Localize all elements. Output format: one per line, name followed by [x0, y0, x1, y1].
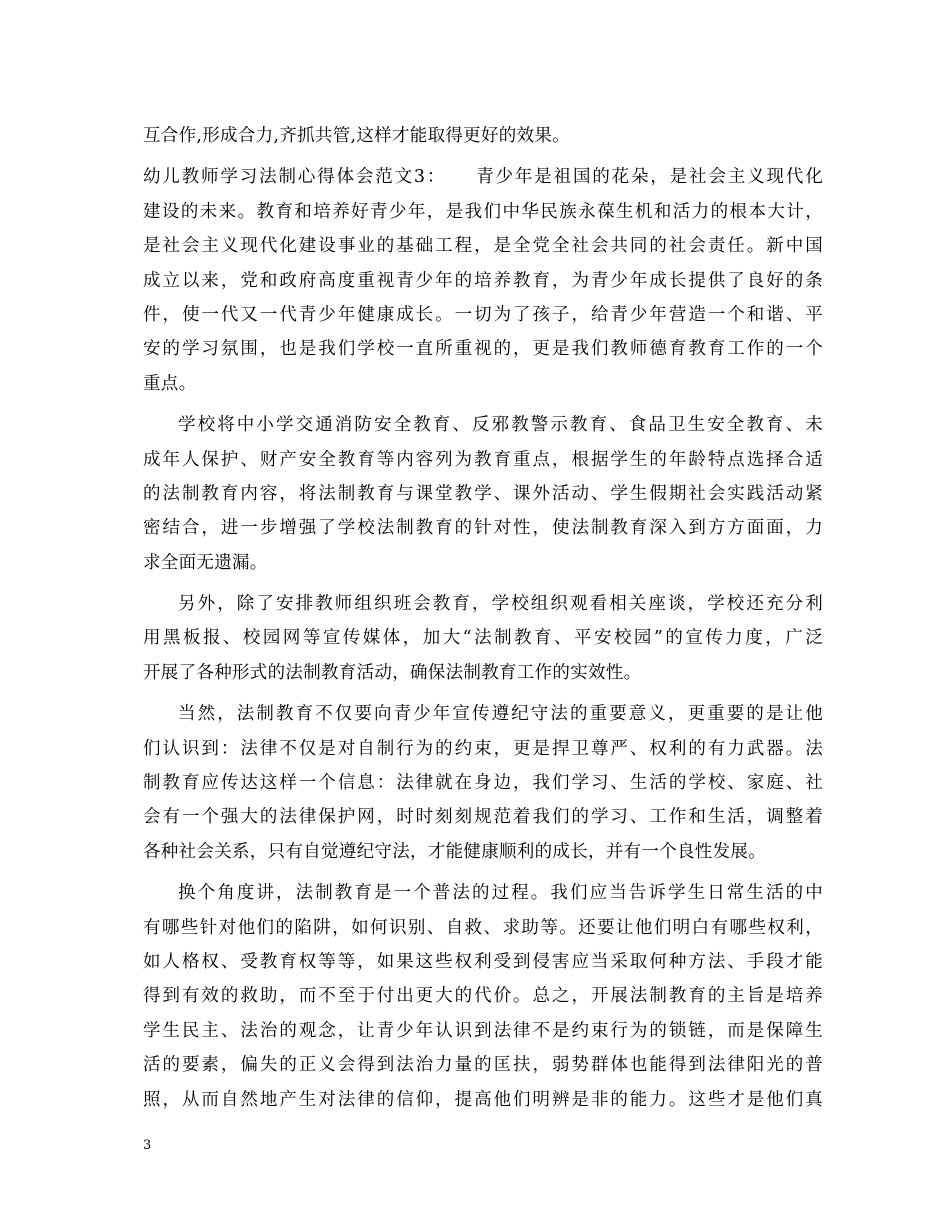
text-line: 密结合，进一步增强了学校法制教育的针对性，使法制教育深入到方方面面，力: [143, 518, 823, 539]
text-line: 件，使一代又一代青少年健康成长。一切为了孩子，给青少年营造一个和谐、平: [143, 304, 823, 325]
text-line: 学生民主、法治的观念，让青少年认识到法律不是约束行为的锁链，而是保障生: [143, 1020, 823, 1041]
text-line: 求全面无遗漏。: [143, 552, 268, 573]
text-line: 重点。: [143, 373, 197, 394]
text-line: 成年人保护、财产安全教育等内容列为教育重点，根据学生的年龄特点选择合适: [143, 449, 823, 470]
text-line: 活的要素，偏失的正义会得到法治力量的匡扶，弱势群体也能得到法律阳光的普: [143, 1055, 823, 1076]
text-line: 制教育应传达这样一个信息：法律就在身边，我们学习、生活的学校、家庭、社: [143, 773, 823, 794]
text-line: 开展了各种形式的法制教育活动，确保法制教育工作的实效性。: [143, 662, 642, 683]
text-line: 换个角度讲，法制教育是一个普法的过程。我们应当告诉学生日常生活的中: [178, 883, 823, 904]
text-line: 当然，法制教育不仅要向青少年宣传遵纪守法的重要意义，更重要的是让他: [178, 704, 823, 725]
text-line: 的法制教育内容，将法制教育与课堂教学、课外活动、学生假期社会实践活动紧: [143, 483, 823, 504]
text-line: 另外，除了安排教师组织班会教育，学校组织观看相关座谈，学校还充分利: [178, 594, 823, 615]
text-line: 各种社会关系，只有自觉遵纪守法，才能健康顺利的成长，并有一个良性发展。: [143, 841, 766, 862]
text-line: 会有一个强大的法律保护网，时时刻刻规范着我们的学习、工作和生活，调整着: [143, 807, 823, 828]
text-line: 有哪些针对他们的陷阱，如何识别、自救、求助等。还要让他们明白有哪些权利，: [143, 917, 823, 938]
text-line: 成立以来，党和政府高度重视青少年的培养教育，为青少年成长提供了良好的条: [143, 270, 823, 291]
text-line: 建设的未来。教育和培养好青少年，是我们中华民族永葆生机和活力的根本大计，: [143, 201, 823, 222]
text-line: 得到有效的救助，而不至于付出更大的代价。总之，开展法制教育的主旨是培养: [143, 986, 823, 1007]
text-line: 们认识到：法律不仅是对自制行为的约束，更是捍卫尊严、权利的有力武器。法: [143, 738, 823, 759]
text-line: 安的学习氛围，也是我们学校一直所重视的，更是我们教师德育教育工作的一个: [143, 339, 823, 360]
text-line: 互合作,形成合力,齐抓共管,这样才能取得更好的效果。: [143, 126, 570, 146]
text-line: 如人格权、受教育权等等，如果这些权利受到侵害应当采取何种方法、手段才能: [143, 951, 823, 972]
text-line: 用黑板报、校园网等宣传媒体，加大“法制教育、平安校园”的宣传力度，广泛: [143, 628, 823, 649]
text-line: 是社会主义现代化建设事业的基础工程，是全党全社会共同的社会责任。新中国: [143, 236, 823, 257]
text-line: 幼儿教师学习法制心得体会范文3： 青少年是祖国的花朵，是社会主义现代化: [143, 167, 823, 188]
document-body: [143, 119, 823, 1117]
page-number: 3: [143, 1138, 152, 1153]
text-line: 照，从而自然地产生对法律的信仰，提高他们明辨是非的能力。这些才是他们真: [143, 1089, 823, 1110]
text-line: 学校将中小学交通消防安全教育、反邪教警示教育、食品卫生安全教育、未: [178, 415, 823, 436]
